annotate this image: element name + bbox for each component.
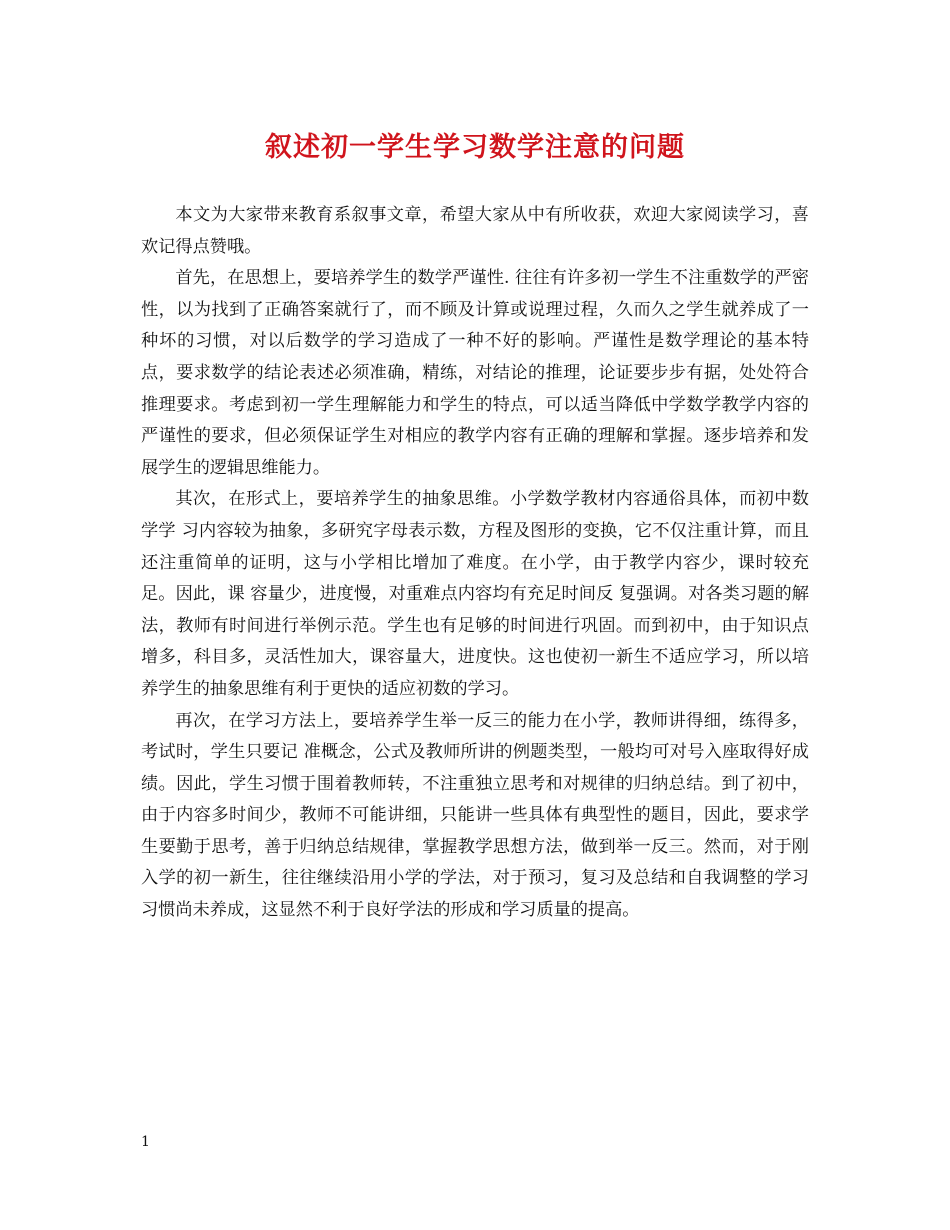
paragraph-abstract-thinking: 其次，在形式上，要培养学生的抽象思维。小学数学教材内容通俗具体，而初中数学学 习内容较为抽象，多研究字母表示数，方程及图形的变换，它不仅注重计算，而且还注重简单的证明，这与小学相比增加了难度。在小学，由于教学内容少，课时较充足。因此，课 容量少，进度慢，对重难点内容均有充足时间反 复强调。对各类习题的解法，教师有时间进行举例示范。学生也有足够的时间进行巩固。而到初中，由于知识点增多，科目多，灵活性加大，课容量大，进度快。这也使初一新生不适应学习，所以培养学生的抽象思维有利于更快的适应初数的学习。 [141,489,809,699]
paragraph-learning-method: 再次，在学习方法上，要培养学生举一反三的能力在小学，教师讲得细，练得多，考试时，学生只要记 准概念，公式及教师所讲的例题类型，一般均可对号入座取得好成绩。因此，学生习惯于围着教师转，不注重独立思考和对规律的归纳总结。到了初中，由于内容多时间少，教师不可能讲细，只能讲一些具体有典型性的题目，因此，要求学生要勤于思考，善于归纳总结规律，掌握教学思想方法，做到举一反三。然而，对于刚入学的初一新生，往往继续沿用小学的学法，对于预习，复习及总结和自我调整的学习习惯尚未养成，这显然不利于良好学法的形成和学习质量的提高。 [141,710,809,921]
document-body [141,200,809,927]
document-title: 叙述初一学生学习数学注意的问题 [265,132,685,163]
page-number: 1 [141,1134,150,1150]
paragraph-rigor: 首先，在思想上，要培养学生的数学严谨性. 往往有许多初一学生不注重数学的严密性，以为找到了正确答案就行了，而不顾及计算或说理过程，久而久之学生就养成了一种坏的习惯，对以后数学的学习造成了一种不好的影响。严谨性是数学理论的基本特点，要求数学的结论表述必须准确，精练，对结论的推理，论证要步步有据，处处符合推理要求。考虑到初一学生理解能力和学生的特点，可以适当降低中学数学教学内容的严谨性的要求，但必须保证学生对相应的教学内容有正确的理解和掌握。逐步培养和发展学生的逻辑思维能力。 [141,268,809,478]
paragraph-intro: 本文为大家带来教育系叙事文章，希望大家从中有所收获，欢迎大家阅读学习，喜欢记得点赞哦。 [141,205,809,257]
